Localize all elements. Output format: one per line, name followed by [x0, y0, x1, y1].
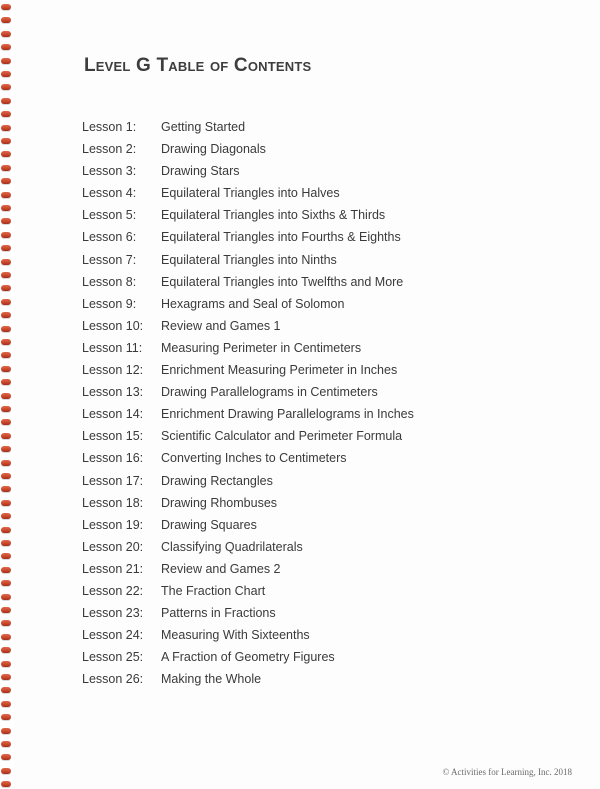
- binding-coil: [1, 218, 11, 224]
- binding-coil: [1, 620, 11, 626]
- toc-entry: [82, 138, 414, 160]
- toc-entry: [82, 668, 414, 690]
- binding-coil: [1, 31, 11, 37]
- binding-coil: [1, 44, 11, 50]
- binding-coil: [1, 473, 11, 479]
- toc-entry: [82, 359, 414, 381]
- lesson-number: Lesson 11:: [82, 340, 143, 355]
- binding-coil: [1, 446, 11, 452]
- toc-entry: [82, 646, 414, 668]
- lesson-number: Lesson 15:: [82, 429, 144, 444]
- binding-coil: [1, 111, 11, 117]
- lesson-number: Lesson 14:: [82, 407, 144, 422]
- lesson-title: Drawing Parallelograms in Centimeters: [161, 385, 378, 400]
- lesson-title: Measuring Perimeter in Centimeters: [161, 340, 362, 355]
- toc-entry: [82, 602, 414, 624]
- spiral-binding: [0, 0, 14, 789]
- binding-coil: [1, 138, 11, 144]
- binding-coil: [1, 71, 11, 77]
- lesson-title: Review and Games 1: [161, 318, 281, 333]
- binding-coil: [1, 232, 11, 238]
- lesson-title: Hexagrams and Seal of Solomon: [161, 296, 345, 311]
- binding-coil: [1, 299, 11, 305]
- table-of-contents: [82, 116, 414, 690]
- binding-coil: [1, 205, 11, 211]
- binding-coil: [1, 768, 11, 774]
- binding-coil: [1, 4, 11, 10]
- binding-coil: [1, 540, 11, 546]
- binding-coil: [1, 486, 11, 492]
- binding-coil: [1, 151, 11, 157]
- lesson-number: Lesson 2:: [82, 142, 137, 157]
- binding-coil: [1, 500, 11, 506]
- binding-coil: [1, 728, 11, 734]
- binding-coil: [1, 513, 11, 519]
- binding-coil: [1, 379, 11, 385]
- lesson-number: Lesson 12:: [82, 363, 144, 378]
- binding-coil: [1, 165, 11, 171]
- lesson-number: Lesson 4:: [82, 186, 137, 201]
- lesson-number: Lesson 17:: [82, 473, 144, 488]
- binding-coil: [1, 366, 11, 372]
- binding-coil: [1, 433, 11, 439]
- binding-coil: [1, 312, 11, 318]
- lesson-title: Equilateral Triangles into Fourths & Eighths: [161, 230, 401, 245]
- toc-entry: [82, 381, 414, 403]
- binding-coil: [1, 17, 11, 23]
- lesson-number: Lesson 26:: [82, 672, 144, 687]
- lesson-number: Lesson 7:: [82, 252, 137, 267]
- page-title: Level G Table of Contents: [84, 55, 312, 76]
- binding-coil: [1, 178, 11, 184]
- toc-entry: [82, 337, 414, 359]
- binding-coil: [1, 594, 11, 600]
- binding-coil: [1, 84, 11, 90]
- binding-coil: [1, 326, 11, 332]
- lesson-number: Lesson 8:: [82, 274, 137, 289]
- binding-coil: [1, 285, 11, 291]
- toc-entry: [82, 271, 414, 293]
- toc-entry: [82, 204, 414, 226]
- toc-entry: [82, 580, 414, 602]
- binding-coil: [1, 192, 11, 198]
- lesson-number: Lesson 16:: [82, 451, 144, 466]
- binding-coil: [1, 754, 11, 760]
- lesson-title: Equilateral Triangles into Halves: [161, 186, 340, 201]
- toc-entry: [82, 403, 414, 425]
- toc-entry: [82, 425, 414, 447]
- binding-coil: [1, 419, 11, 425]
- toc-entry: [82, 558, 414, 580]
- binding-coil: [1, 393, 11, 399]
- toc-entry: [82, 293, 414, 315]
- lesson-number: Lesson 24:: [82, 628, 144, 643]
- lesson-number: Lesson 1:: [82, 120, 137, 134]
- lesson-title: Drawing Stars: [161, 164, 240, 179]
- lesson-title: Drawing Rhombuses: [161, 495, 278, 510]
- binding-coil: [1, 687, 11, 693]
- lesson-title: Drawing Squares: [161, 517, 257, 532]
- binding-coil: [1, 701, 11, 707]
- binding-coil: [1, 272, 11, 278]
- toc-entry: [82, 116, 414, 138]
- binding-coil: [1, 714, 11, 720]
- toc-entry: [82, 470, 414, 492]
- toc-entry: [82, 536, 414, 558]
- lesson-number: Lesson 21:: [82, 561, 144, 576]
- toc-entry: [82, 249, 414, 271]
- binding-coil: [1, 634, 11, 640]
- binding-coil: [1, 352, 11, 358]
- binding-coil: [1, 245, 11, 251]
- lesson-number: Lesson 5:: [82, 208, 137, 223]
- lesson-title: Scientific Calculator and Perimeter Formula: [161, 429, 403, 444]
- lesson-title: A Fraction of Geometry Figures: [161, 650, 335, 665]
- binding-coil: [1, 339, 11, 345]
- lesson-number: Lesson 3:: [82, 164, 137, 179]
- binding-coil: [1, 98, 11, 104]
- toc-entry: [82, 447, 414, 469]
- binding-coil: [1, 781, 11, 787]
- toc-entry: [82, 315, 414, 337]
- lesson-number: Lesson 18:: [82, 495, 144, 510]
- binding-coil: [1, 125, 11, 131]
- toc-entry: [82, 160, 414, 182]
- toc-entry: [82, 182, 414, 204]
- binding-coil: [1, 661, 11, 667]
- lesson-number: Lesson 10:: [82, 318, 144, 333]
- binding-coil: [1, 553, 11, 559]
- lesson-title: The Fraction Chart: [161, 583, 266, 598]
- lesson-title: Equilateral Triangles into Twelfths and More: [161, 274, 404, 289]
- lesson-title: Equilateral Triangles into Ninths: [161, 252, 337, 267]
- binding-coil: [1, 460, 11, 466]
- lesson-title: Making the Whole: [161, 672, 262, 687]
- lesson-number: Lesson 13:: [82, 385, 144, 400]
- binding-coil: [1, 647, 11, 653]
- copyright-footer: © Activities for Learning, Inc. 2018: [442, 767, 572, 777]
- lesson-number: Lesson 19:: [82, 517, 144, 532]
- binding-coil: [1, 741, 11, 747]
- toc-entry: [82, 624, 414, 646]
- binding-coil: [1, 406, 11, 412]
- lesson-title: Measuring With Sixteenths: [161, 628, 310, 643]
- toc-entry: [82, 514, 414, 536]
- toc-entry: [82, 226, 414, 248]
- binding-coil: [1, 580, 11, 586]
- lesson-number: Lesson 22:: [82, 583, 144, 598]
- lesson-title: Converting Inches to Centimeters: [161, 451, 347, 466]
- lesson-number: Lesson 23:: [82, 606, 144, 621]
- lesson-title: Enrichment Drawing Parallelograms in Inches: [161, 407, 414, 422]
- lesson-number: Lesson 9:: [82, 296, 137, 311]
- lesson-number: Lesson 6:: [82, 230, 137, 245]
- lesson-title: Review and Games 2: [161, 561, 281, 576]
- lesson-number: Lesson 25:: [82, 650, 144, 665]
- toc-entry: [82, 492, 414, 514]
- lesson-title: Drawing Diagonals: [161, 142, 266, 157]
- lesson-title: Drawing Rectangles: [161, 473, 273, 488]
- binding-coil: [1, 527, 11, 533]
- lesson-title: Equilateral Triangles into Sixths & Thirds: [161, 208, 386, 223]
- lesson-title: Enrichment Measuring Perimeter in Inches: [161, 363, 398, 378]
- binding-coil: [1, 259, 11, 265]
- binding-coil: [1, 58, 11, 64]
- lesson-title: Classifying Quadrilaterals: [161, 539, 303, 554]
- lesson-title: Patterns in Fractions: [161, 606, 276, 621]
- binding-coil: [1, 567, 11, 573]
- binding-coil: [1, 607, 11, 613]
- lesson-number: Lesson 20:: [82, 539, 144, 554]
- binding-coil: [1, 674, 11, 680]
- lesson-title: Getting Started: [161, 120, 246, 134]
